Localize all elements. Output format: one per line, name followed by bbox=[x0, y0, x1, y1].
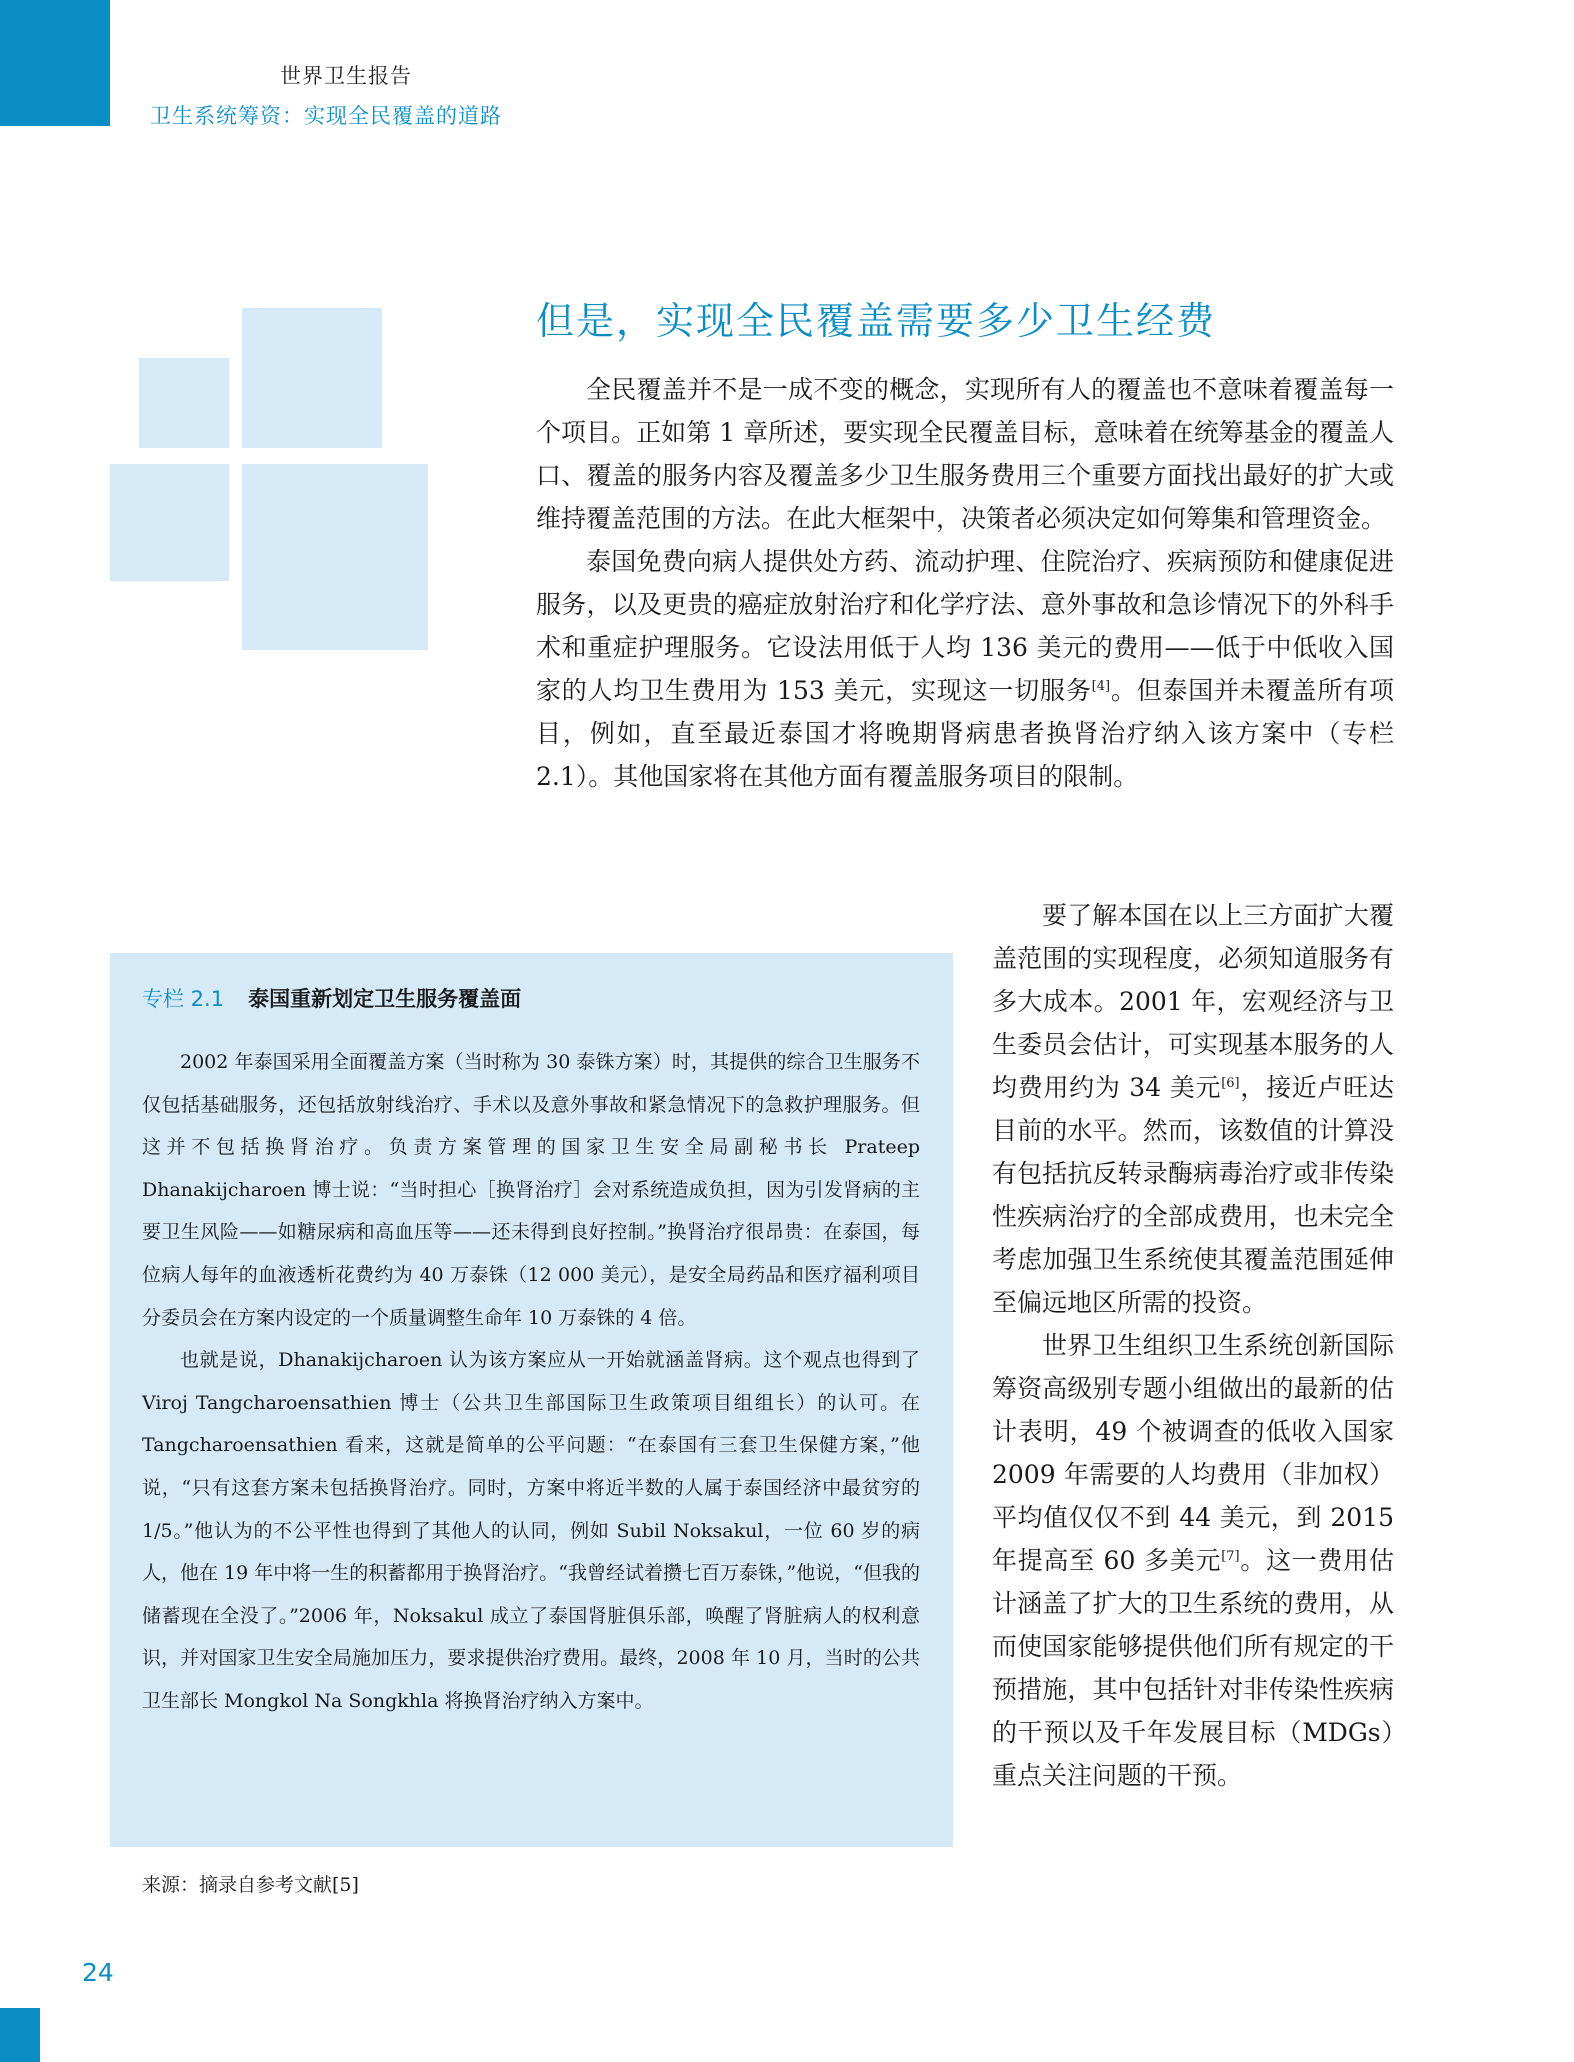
decorative-square bbox=[242, 464, 428, 650]
paragraph-text: 。这一费用估计涵盖了扩大的卫生系统的费用，从而使国家能够提供他们所有规定的干预措施，其中包括针对非传染性疾病的干预以及千年发展目标（MDGs）重点关注问题的干预。 bbox=[992, 1546, 1394, 1790]
paragraph bbox=[536, 540, 1394, 798]
paragraph-text: 。但泰国并未覆盖所有项目，例如，直至最近泰国才将晚期肾病患者换肾治疗纳入该方案中（专栏 2.1）。其他国家将在其他方面有覆盖服务项目的限制。 bbox=[536, 676, 1394, 791]
report-title: 世界卫生报告 bbox=[280, 64, 412, 88]
sidebar-box bbox=[110, 953, 953, 1847]
paragraph-text: 世界卫生组织卫生系统创新国际筹资高级别专题小组做出的最新的估计表明，49 个被调查的低收入国家 2009 年需要的人均费用（非加权）平均值仅仅不到 44 美元，到 2015 年提高至 60 多美元 bbox=[992, 1331, 1394, 1575]
corner-accent-block bbox=[0, 2008, 40, 2062]
box-label: 专栏 2.1 bbox=[142, 987, 225, 1011]
decorative-square bbox=[110, 464, 229, 581]
corner-accent-block bbox=[0, 0, 110, 126]
reference-marker: [7] bbox=[1221, 1549, 1240, 1564]
reference-marker: [4] bbox=[1091, 679, 1111, 694]
section-heading: 但是，实现全民覆盖需要多少卫生经费 bbox=[536, 299, 1217, 343]
report-subtitle: 卫生系统筹资：实现全民覆盖的道路 bbox=[150, 104, 502, 128]
box-title bbox=[142, 983, 521, 1013]
paragraph bbox=[992, 1324, 1394, 1797]
box-paragraph: 2002 年泰国采用全面覆盖方案（当时称为 30 泰铢方案）时，其提供的综合卫生服务不仅包括基础服务，还包括放射线治疗、手术以及意外事故和紧急情况下的急救护理服务。但这并不包括换肾治疗。负责方案管理的国家卫生安全局副秘书长 Prateep Dhanakijcharoen 博士说：“当时担心［换肾治疗］会对系统造成负担，因为引发肾病的主要卫生风险——如糖尿病和高血压等——还未得到良好控制。”换肾治疗很昂贵：在泰国，每位病人每年的血液透析花费约为 40 万泰铢（12 000 美元），是安全局药品和医疗福利项目分委员会在方案内设定的一个质量调整生命年 10 万泰铢的 4 倍。 bbox=[142, 1051, 920, 1329]
right-column-text bbox=[992, 894, 1394, 1797]
box-body bbox=[142, 1041, 920, 1723]
box-heading: 泰国重新划定卫生服务覆盖面 bbox=[248, 987, 522, 1011]
paragraph-text: 泰国免费向病人提供处方药、流动护理、住院治疗、疾病预防和健康促进服务，以及更贵的癌症放射治疗和化学疗法、意外事故和急诊情况下的外科手术和重症护理服务。它设法用低于人均 136 美元的费用——低于中低收入国家的人均卫生费用为 153 美元，实现这一切服务 bbox=[536, 547, 1394, 705]
box-paragraph: 也就是说，Dhanakijcharoen 认为该方案应从一开始就涵盖肾病。这个观点也得到了 Viroj Tangcharoensathien 博士（公共卫生部国际卫生政策项目组组长）的认可。在 Tangcharoensathien 看来，这就是简单的公平问题：“在泰国有三套卫生保健方案，”他说，“只有这套方案未包括换肾治疗。同时，方案中将近半数的人属于泰国经济中最贫穷的 1/5。”他认为的不公平性也得到了其他人的认同，例如 Subil Noksakul，一位 60 岁的病人，他在 19 年中将一生的积蓄都用于换肾治疗。“我曾经试着攒七百万泰铢，”他说，“但我的储蓄现在全没了。”2006 年，Noksakul 成立了泰国肾脏俱乐部，唤醒了肾脏病人的权利意识，并对国家卫生安全局施加压力，要求提供治疗费用。最终，2008 年 10 月，当时的公共卫生部长 Mongkol Na Songkhla 将换肾治疗纳入方案中。 bbox=[142, 1349, 920, 1712]
decorative-square bbox=[242, 308, 382, 448]
paragraph bbox=[992, 894, 1394, 1324]
paragraph-text: 要了解本国在以上三方面扩大覆盖范围的实现程度，必须知道服务有多大成本。2001 年，宏观经济与卫生委员会估计，可实现基本服务的人均费用约为 34 美元 bbox=[992, 901, 1394, 1102]
paragraph-text: ，接近卢旺达目前的水平。然而，该数值的计算没有包括抗反转录酶病毒治疗或非传染性疾病治疗的全部成费用，也未完全考虑加强卫生系统使其覆盖范围延伸至偏远地区所需的投资。 bbox=[992, 1073, 1394, 1317]
source-note: 来源：摘录自参考文献[5] bbox=[142, 1874, 359, 1896]
main-text bbox=[536, 368, 1394, 798]
page-number: 24 bbox=[82, 1958, 114, 1987]
reference-marker: [6] bbox=[1221, 1076, 1240, 1091]
paragraph: 全民覆盖并不是一成不变的概念，实现所有人的覆盖也不意味着覆盖每一个项目。正如第 1 章所述，要实现全民覆盖目标，意味着在统筹基金的覆盖人口、覆盖的服务内容及覆盖多少卫生服务费用三个重要方面找出最好的扩大或维持覆盖范围的方法。在此大框架中，决策者必须决定如何筹集和管理资金。 bbox=[536, 375, 1394, 533]
decorative-square bbox=[139, 358, 229, 448]
